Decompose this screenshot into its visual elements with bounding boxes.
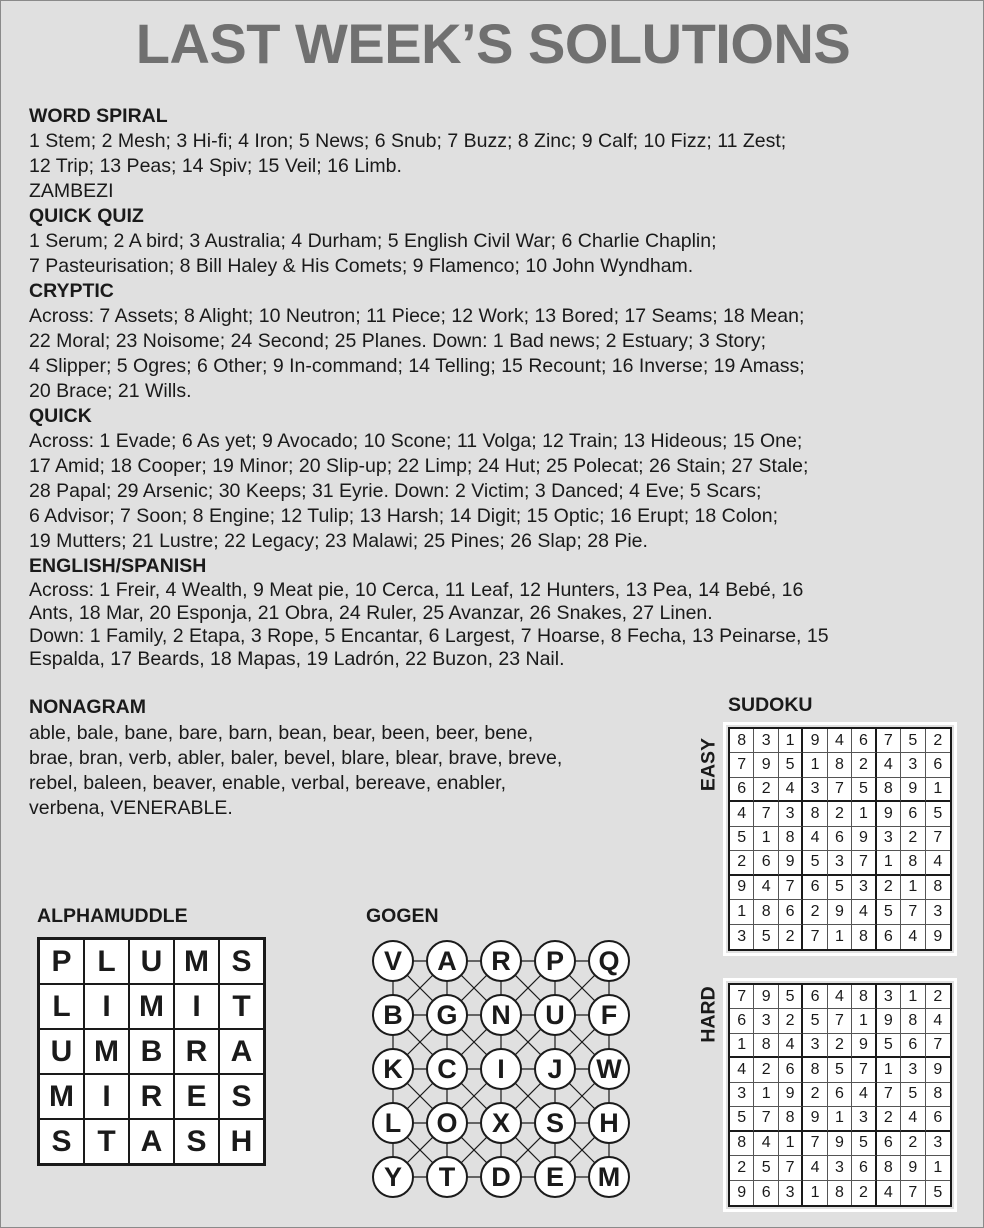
sudoku-hard-label: HARD (697, 986, 720, 1043)
sudoku-cell: 4 (901, 1107, 925, 1131)
sudoku-cell: 4 (779, 1034, 803, 1058)
alphamuddle-cell: M (39, 1074, 84, 1119)
solution-line: 6 Advisor; 7 Soon; 8 Engine; 12 Tulip; 13 Harsh; 14 Digit; 15 Optic; 16 Erupt; 18 Colon; (29, 505, 779, 527)
alphamuddle-cell: M (84, 1029, 129, 1074)
alphamuddle-cell: I (174, 984, 219, 1029)
sudoku-cell: 5 (828, 1058, 852, 1082)
solution-line: 12 Trip; 13 Peas; 14 Spiv; 15 Veil; 16 Limb. (29, 155, 402, 177)
sudoku-cell: 9 (901, 778, 925, 802)
sudoku-cell: 2 (754, 1058, 778, 1082)
sudoku-cell: 4 (803, 1156, 827, 1180)
gogen-heading: GOGEN (366, 905, 439, 927)
sudoku-cell: 7 (828, 1009, 852, 1033)
sudoku-cell: 2 (926, 729, 950, 753)
gogen-letter: Q (588, 940, 630, 982)
sudoku-cell: 9 (901, 1156, 925, 1180)
sudoku-cell: 7 (803, 925, 827, 949)
nonagram-line: able, bale, bane, bare, barn, bean, bear, been, beer, bene, (29, 722, 534, 744)
alphamuddle-cell: E (174, 1074, 219, 1119)
sudoku-cell: 7 (754, 1107, 778, 1131)
sudoku-cell: 8 (754, 1034, 778, 1058)
sudoku-cell: 9 (852, 827, 876, 851)
gogen-letter: C (426, 1048, 468, 1090)
sudoku-cell: 2 (828, 1034, 852, 1058)
alphamuddle-cell: S (219, 939, 264, 984)
sudoku-cell: 3 (852, 876, 876, 900)
sudoku-cell: 9 (754, 753, 778, 777)
sudoku-cell: 6 (754, 851, 778, 875)
sudoku-cell: 6 (877, 1132, 901, 1156)
sudoku-cell: 8 (877, 778, 901, 802)
sudoku-cell: 3 (901, 753, 925, 777)
sudoku-cell: 7 (852, 851, 876, 875)
alphamuddle-cell: I (84, 1074, 129, 1119)
sudoku-cell: 2 (779, 1009, 803, 1033)
gogen-letter: S (534, 1102, 576, 1144)
solution-line: 1 Stem; 2 Mesh; 3 Hi-fi; 4 Iron; 5 News; 6 Snub; 7 Buzz; 8 Zinc; 9 Calf; 10 Fizz; 11 Zest; (29, 130, 787, 152)
sudoku-cell: 4 (852, 900, 876, 924)
sudoku-cell: 7 (877, 1083, 901, 1107)
sudoku-cell: 3 (828, 851, 852, 875)
alphamuddle-cell: T (84, 1119, 129, 1164)
sudoku-cell: 9 (779, 1083, 803, 1107)
sudoku-cell: 3 (877, 827, 901, 851)
page-title: LAST WEEK’S SOLUTIONS (135, 12, 851, 75)
sudoku-cell: 6 (779, 900, 803, 924)
sudoku-cell: 3 (803, 778, 827, 802)
alphamuddle-grid (37, 937, 266, 1166)
gogen-letter: R (480, 940, 522, 982)
sudoku-cell: 7 (779, 876, 803, 900)
sudoku-easy-grid (728, 727, 952, 951)
sudoku-cell: 1 (779, 1132, 803, 1156)
sudoku-cell: 9 (828, 1132, 852, 1156)
alphamuddle-cell: T (219, 984, 264, 1029)
sudoku-cell: 8 (828, 1181, 852, 1205)
sudoku-cell: 1 (828, 925, 852, 949)
gogen-letter: V (372, 940, 414, 982)
sudoku-cell: 9 (730, 1181, 754, 1205)
sudoku-cell: 9 (730, 876, 754, 900)
sudoku-cell: 8 (803, 802, 827, 826)
gogen-letter: M (588, 1156, 630, 1198)
alphamuddle-cell: R (174, 1029, 219, 1074)
sudoku-cell: 2 (901, 827, 925, 851)
gogen-letter: B (372, 994, 414, 1036)
sudoku-cell: 9 (828, 900, 852, 924)
sudoku-cell: 4 (877, 1181, 901, 1205)
sudoku-cell: 4 (803, 827, 827, 851)
sudoku-cell: 4 (852, 1083, 876, 1107)
gogen-letter: D (480, 1156, 522, 1198)
sudoku-cell: 4 (877, 753, 901, 777)
sudoku-cell: 5 (754, 1156, 778, 1180)
sudoku-cell: 5 (779, 753, 803, 777)
sudoku-cell: 4 (926, 1009, 950, 1033)
sudoku-cell: 5 (901, 729, 925, 753)
sudoku-cell: 9 (803, 729, 827, 753)
sudoku-cell: 9 (803, 1107, 827, 1131)
alphamuddle-cell: A (219, 1029, 264, 1074)
sudoku-cell: 5 (779, 985, 803, 1009)
sudoku-cell: 1 (926, 1156, 950, 1180)
sudoku-cell: 6 (779, 1058, 803, 1082)
sudoku-cell: 1 (754, 827, 778, 851)
alphamuddle-cell: S (174, 1119, 219, 1164)
sudoku-cell: 7 (730, 985, 754, 1009)
sudoku-cell: 1 (754, 1083, 778, 1107)
alphamuddle-cell: H (219, 1119, 264, 1164)
sudoku-cell: 6 (852, 729, 876, 753)
sudoku-cell: 5 (877, 1034, 901, 1058)
sudoku-cell: 2 (852, 1181, 876, 1205)
alphamuddle-cell: U (129, 939, 174, 984)
sudoku-cell: 6 (730, 778, 754, 802)
sudoku-cell: 7 (926, 1034, 950, 1058)
sudoku-cell: 7 (901, 1181, 925, 1205)
sudoku-cell: 9 (779, 851, 803, 875)
section-heading: QUICK QUIZ (29, 205, 144, 227)
gogen-letter: P (534, 940, 576, 982)
sudoku-cell: 8 (926, 876, 950, 900)
gogen-letter: E (534, 1156, 576, 1198)
gogen-letter: H (588, 1102, 630, 1144)
sudoku-cell: 7 (730, 753, 754, 777)
solution-line: 20 Brace; 21 Wills. (29, 380, 192, 402)
sudoku-cell: 2 (877, 876, 901, 900)
sudoku-cell: 2 (803, 900, 827, 924)
sudoku-cell: 5 (877, 900, 901, 924)
sudoku-cell: 5 (926, 802, 950, 826)
sudoku-cell: 6 (926, 753, 950, 777)
sudoku-cell: 7 (852, 1058, 876, 1082)
solution-line: Across: 1 Evade; 6 As yet; 9 Avocado; 10 Scone; 11 Volga; 12 Train; 13 Hideous; 15 One; (29, 430, 803, 452)
sudoku-cell: 7 (901, 900, 925, 924)
sudoku-cell: 8 (779, 1107, 803, 1131)
alphamuddle-cell: A (129, 1119, 174, 1164)
sudoku-easy-label: EASY (697, 737, 720, 792)
sudoku-cell: 5 (852, 778, 876, 802)
sudoku-cell: 3 (852, 1107, 876, 1131)
nonagram-solution (29, 721, 669, 821)
sudoku-cell: 2 (754, 778, 778, 802)
sudoku-cell: 1 (852, 802, 876, 826)
sudoku-cell: 3 (803, 1034, 827, 1058)
sudoku-cell: 9 (926, 1058, 950, 1082)
solution-line: 7 Pasteurisation; 8 Bill Haley & His Comets; 9 Flamenco; 10 John Wyndham. (29, 255, 694, 277)
sudoku-cell: 8 (901, 851, 925, 875)
sudoku-cell: 1 (803, 753, 827, 777)
sudoku-cell: 6 (803, 876, 827, 900)
sudoku-cell: 4 (926, 851, 950, 875)
sudoku-cell: 6 (828, 827, 852, 851)
sudoku-cell: 8 (779, 827, 803, 851)
sudoku-cell: 9 (852, 1034, 876, 1058)
solution-line: 19 Mutters; 21 Lustre; 22 Legacy; 23 Malawi; 25 Pines; 26 Slap; 28 Pie. (29, 530, 648, 552)
sudoku-cell: 1 (730, 900, 754, 924)
section-heading: WORD SPIRAL (29, 105, 168, 127)
sudoku-cell: 8 (852, 925, 876, 949)
sudoku-cell: 2 (779, 925, 803, 949)
section-heading: QUICK (29, 405, 92, 427)
gogen-letter: I (480, 1048, 522, 1090)
sudoku-cell: 6 (926, 1107, 950, 1131)
sudoku-cell: 2 (803, 1083, 827, 1107)
alphamuddle-cell: P (39, 939, 84, 984)
sudoku-cell: 2 (926, 985, 950, 1009)
sudoku-cell: 1 (877, 1058, 901, 1082)
sudoku-cell: 3 (779, 1181, 803, 1205)
sudoku-cell: 5 (754, 925, 778, 949)
sudoku-cell: 8 (926, 1083, 950, 1107)
sudoku-cell: 1 (828, 1107, 852, 1131)
sudoku-cell: 6 (754, 1181, 778, 1205)
sudoku-cell: 2 (852, 753, 876, 777)
gogen-letter: T (426, 1156, 468, 1198)
sudoku-cell: 1 (803, 1181, 827, 1205)
gogen-letter: X (480, 1102, 522, 1144)
sudoku-cell: 4 (754, 1132, 778, 1156)
sudoku-cell: 6 (901, 802, 925, 826)
sudoku-cell: 4 (730, 802, 754, 826)
sudoku-cell: 5 (828, 876, 852, 900)
sudoku-cell: 6 (730, 1009, 754, 1033)
sudoku-cell: 9 (933, 927, 943, 945)
solution-line: 4 Slipper; 5 Ogres; 6 Other; 9 In-command; 14 Telling; 15 Recount; 16 Inverse; 19 Amass; (29, 355, 805, 377)
sudoku-cell: 8 (901, 1009, 925, 1033)
sudoku-cell: 4 (730, 1058, 754, 1082)
sudoku-cell: 6 (877, 925, 901, 949)
gogen-letter: N (480, 994, 522, 1036)
gogen-letter: W (588, 1048, 630, 1090)
sudoku-cell: 2 (730, 851, 754, 875)
sudoku-cell: 1 (926, 778, 950, 802)
sudoku-cell: 7 (803, 1132, 827, 1156)
sudoku-cell: 9 (877, 1009, 901, 1033)
sudoku-cell: 3 (730, 925, 754, 949)
solution-line: ZAMBEZI (29, 180, 114, 202)
sudoku-cell: 6 (852, 1156, 876, 1180)
sudoku-cell: 1 (901, 985, 925, 1009)
solution-line: Down: 1 Family, 2 Etapa, 3 Rope, 5 Encantar, 6 Largest, 7 Hoarse, 8 Fecha, 13 Peinarse, 15 (29, 625, 829, 647)
alphamuddle-cell: S (219, 1074, 264, 1119)
sudoku-cell: 3 (754, 1009, 778, 1033)
sudoku-cell: 3 (926, 1132, 950, 1156)
alphamuddle-cell: L (84, 939, 129, 984)
sudoku-cell: 1 (901, 876, 925, 900)
gogen-letter: Y (372, 1156, 414, 1198)
solution-line: 17 Amid; 18 Cooper; 19 Minor; 20 Slip-up; 22 Limp; 24 Hut; 25 Polecat; 26 Stain; 27 Stale; (29, 455, 809, 477)
sudoku-cell: 3 (901, 1058, 925, 1082)
sudoku-cell: 1 (877, 851, 901, 875)
alphamuddle-cell: M (129, 984, 174, 1029)
sudoku-cell: 6 (803, 985, 827, 1009)
sudoku-cell: 2 (730, 1156, 754, 1180)
sudoku-cell: 4 (828, 985, 852, 1009)
sudoku-cell: 3 (828, 1156, 852, 1180)
sudoku-heading: SUDOKU (728, 694, 813, 716)
alphamuddle-cell: B (129, 1029, 174, 1074)
solutions-text-block (29, 104, 959, 671)
sudoku-cell: 5 (730, 1107, 754, 1131)
alphamuddle-cell: I (84, 984, 129, 1029)
sudoku-cell: 1 (779, 729, 803, 753)
nonagram-line: rebel, baleen, beaver, enable, verbal, bereave, enabler, (29, 772, 507, 794)
gogen-letter: L (372, 1102, 414, 1144)
sudoku-cell: 5 (933, 1183, 943, 1201)
sudoku-cell: 3 (779, 802, 803, 826)
sudoku-cell: 5 (803, 1009, 827, 1033)
gogen-letter: A (426, 940, 468, 982)
sudoku-hard-grid (728, 983, 952, 1207)
sudoku-cell: 4 (779, 778, 803, 802)
gogen-letter: F (588, 994, 630, 1036)
gogen-letter: J (534, 1048, 576, 1090)
alphamuddle-cell: S (39, 1119, 84, 1164)
sudoku-cell: 5 (730, 827, 754, 851)
sudoku-cell: 3 (877, 985, 901, 1009)
solution-line: 1 Serum; 2 A bird; 3 Australia; 4 Durham; 5 English Civil War; 6 Charlie Chaplin; (29, 230, 717, 252)
sudoku-cell: 7 (926, 827, 950, 851)
alphamuddle-heading: ALPHAMUDDLE (37, 905, 188, 927)
solution-line: Espalda, 17 Beards, 18 Mapas, 19 Ladrón, 22 Buzon, 23 Nail. (29, 648, 565, 670)
sudoku-cell: 6 (901, 1034, 925, 1058)
gogen-letter: K (372, 1048, 414, 1090)
sudoku-cell: 1 (852, 1009, 876, 1033)
solution-line: Across: 7 Assets; 8 Alight; 10 Neutron; 11 Piece; 12 Work; 13 Bored; 17 Seams; 18 Mean; (29, 305, 805, 327)
sudoku-cell: 3 (754, 729, 778, 753)
gogen-letter: G (426, 994, 468, 1036)
sudoku-cell: 4 (754, 876, 778, 900)
sudoku-cell: 9 (754, 985, 778, 1009)
sudoku-cell: 8 (828, 753, 852, 777)
sudoku-cell: 5 (852, 1132, 876, 1156)
solution-line: Across: 1 Freir, 4 Wealth, 9 Meat pie, 10 Cerca, 11 Leaf, 12 Hunters, 13 Pea, 14 Bebé, 16 (29, 579, 804, 601)
sudoku-cell: 7 (828, 778, 852, 802)
sudoku-cell: 5 (901, 1083, 925, 1107)
sudoku-cell: 9 (877, 802, 901, 826)
sudoku-cell: 2 (877, 1107, 901, 1131)
sudoku-cell: 8 (754, 900, 778, 924)
sudoku-cell: 7 (779, 1156, 803, 1180)
solution-line: 28 Papal; 29 Arsenic; 30 Keeps; 31 Eyrie. Down: 2 Victim; 3 Danced; 4 Eve; 5 Scars; (29, 480, 762, 502)
sudoku-cell: 8 (730, 729, 754, 753)
sudoku-cell: 2 (828, 802, 852, 826)
sudoku-cell: 3 (730, 1083, 754, 1107)
sudoku-cell: 5 (803, 851, 827, 875)
sudoku-cell: 6 (828, 1083, 852, 1107)
gogen-letter: O (426, 1102, 468, 1144)
sudoku-cell: 8 (730, 1132, 754, 1156)
sudoku-cell: 7 (754, 802, 778, 826)
sudoku-cell: 7 (877, 729, 901, 753)
sudoku-cell: 2 (901, 1132, 925, 1156)
gogen-grid (367, 935, 629, 1197)
nonagram-heading: NONAGRAM (29, 696, 146, 718)
sudoku-cell: 3 (926, 900, 950, 924)
nonagram-line: verbena, VENERABLE. (29, 797, 233, 819)
sudoku-cell: 8 (852, 985, 876, 1009)
nonagram-line: brae, bran, verb, abler, baler, bevel, blare, blear, brave, breve, (29, 747, 563, 769)
alphamuddle-cell: U (39, 1029, 84, 1074)
sudoku-cell: 4 (901, 925, 925, 949)
alphamuddle-cell: M (174, 939, 219, 984)
sudoku-cell: 8 (877, 1156, 901, 1180)
solution-line: Ants, 18 Mar, 20 Esponja, 21 Obra, 24 Ruler, 25 Avanzar, 26 Snakes, 27 Linen. (29, 602, 713, 624)
alphamuddle-cell: L (39, 984, 84, 1029)
gogen-letter: U (534, 994, 576, 1036)
alphamuddle-cell: R (129, 1074, 174, 1119)
section-heading: ENGLISH/SPANISH (29, 555, 207, 577)
solution-line: 22 Moral; 23 Noisome; 24 Second; 25 Planes. Down: 1 Bad news; 2 Estuary; 3 Story; (29, 330, 767, 352)
sudoku-cell: 1 (730, 1034, 754, 1058)
sudoku-cell: 4 (828, 729, 852, 753)
sudoku-cell: 8 (803, 1058, 827, 1082)
section-heading: CRYPTIC (29, 280, 114, 302)
